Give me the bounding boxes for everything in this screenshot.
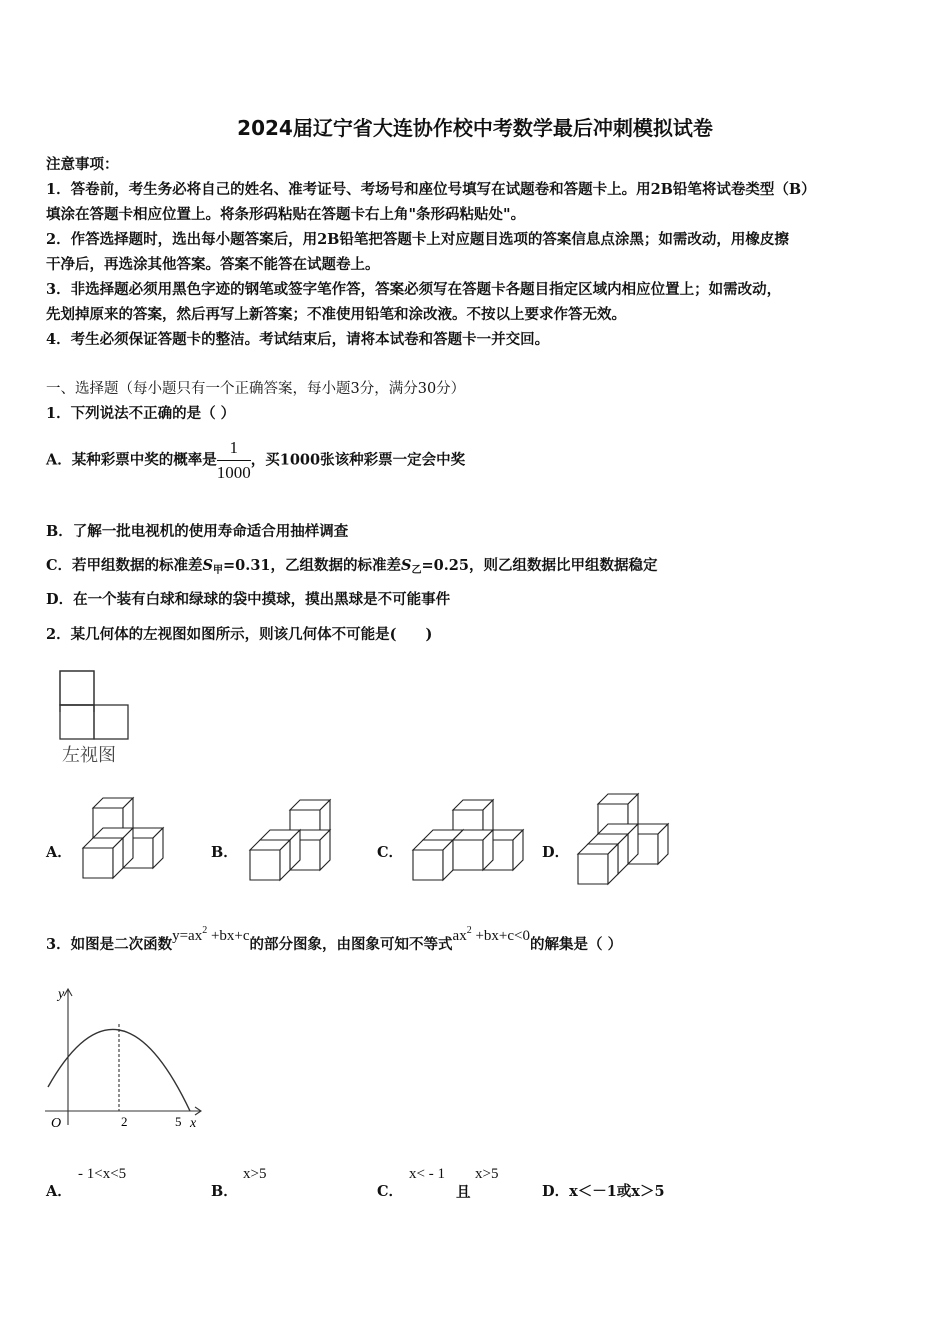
notice-line: 干净后，再选涂其他答案。答案不能答在试题卷上。 [46,256,380,273]
q3-option-c-label: C． [377,1183,404,1200]
q1-a-prefix: A．某种彩票中奖的概率是 [46,451,217,469]
q1-c-suffix: =0.25，则乙组数据比甲组数据稳定 [421,557,658,574]
parabola-graph [40,980,210,1130]
notice-heading: 注意事项： [46,156,119,173]
section-heading: 一、选择题（每小题只有一个正确答案，每小题3分，满分30分） [46,381,466,397]
q2-option-b-label: B． [211,844,238,861]
fn-part: y=ax [172,928,203,944]
q3-stem-c: 的解集是（ ） [530,936,623,953]
subscript: 甲 [213,565,224,576]
q2-option-d-label: D． [542,844,570,861]
q1-c-prefix: C．若甲组数据的标准差 [46,557,203,574]
ineq-part: +bx+c<0 [471,928,531,944]
y-label: y [58,987,65,1002]
q2-option-a-label: A． [46,844,72,861]
notice-line: 1．答卷前，考生务必将自己的姓名、准考证号、考场号和座位号填写在试题卷和答题卡上。用2B铅笔将试卷类型（B） [46,181,816,198]
notice-line: 4．考生必须保证答题卡的整洁。考试结束后，请将本试卷和答题卡一并交回。 [46,331,550,348]
origin-label: O [51,1116,62,1130]
notice-line: 3．非选择题必须用黑色字迹的钢笔或签字笔作答，答案必须写在答题卡各题目指定区域内相应位置上；如需改动， [46,281,782,298]
q3-function [172,925,250,944]
q3-inequality [452,925,531,944]
symbol-s: S [202,557,214,574]
cube-figure-c [413,800,523,880]
cube-figure-b [250,800,330,880]
cube-figure-a [83,798,163,878]
ineq-part: ax [452,928,467,944]
q3-option-c-value2: x>5 [475,1166,499,1182]
left-view-caption: 左视图 [62,745,116,766]
q3-option-b-label: B． [211,1183,238,1200]
x-label: x [190,1116,197,1130]
q3-stem-a: 3．如图是二次函数 [46,936,173,953]
symbol-s: S [401,557,412,574]
q1-option-b: B．了解一批电视机的使用寿命适合用抽样调查 [46,523,349,540]
cube-figure-d [578,794,668,884]
cube [578,844,618,884]
fraction-denominator: 1000 [217,460,251,485]
q3-option-c-and: 且 [456,1184,471,1201]
cube [83,838,123,878]
q1-stem: 1．下列说法不正确的是（ ） [46,405,236,422]
tick-label-2: 2 [121,1114,128,1129]
notice-line: 先划掉原来的答案，然后再写上新答案；不准使用铅笔和涂改液。不按以上要求作答无效。 [46,306,626,323]
q1-option-d: D．在一个装有白球和绿球的袋中摸球，摸出黑球是不可能事件 [46,591,451,608]
q3-stem [46,925,623,960]
q2-stem: 2．某几何体的左视图如图所示，则该几何体不可能是( ) [46,626,433,643]
q3-stem-b: 的部分图象，由图象可知不等式 [249,936,453,953]
fraction-numerator: 1 [229,438,238,457]
q3-option-a-value: - 1<x<5 [78,1166,127,1182]
page-title: 2024届辽宁省大连协作校中考数学最后冲刺模拟试卷 [237,116,713,140]
cube [413,840,453,880]
tick-label-5: 5 [175,1114,182,1129]
q1-a-suffix: ，买1000张该种彩票一定会中奖 [250,451,466,469]
q3-option-b-value: x>5 [243,1166,267,1182]
q1-c-mid: =0.31，乙组数据的标准差 [223,557,401,574]
fn-part: +bx+c [207,928,250,944]
q3-option-a-label: A． [46,1183,72,1200]
q3-option-d: D．x＜－1或x＞5 [542,1183,665,1200]
superscript: 2 [202,925,208,936]
cube [453,830,493,870]
cube [250,840,290,880]
superscript: 2 [466,925,472,936]
q2-option-c-label: C． [377,844,404,861]
notice-line: 2．作答选择题时，选出每小题答案后，用2B铅笔把答题卡上对应题目选项的答案信息点涂黑；如需改动，用橡皮擦 [46,231,789,248]
q3-option-c-value1: x< - 1 [409,1166,445,1182]
subscript: 乙 [411,565,422,576]
notice-line: 填涂在答题卡相应位置上。将条形码粘贴在答题卡右上角"条形码粘贴处"。 [46,206,526,223]
